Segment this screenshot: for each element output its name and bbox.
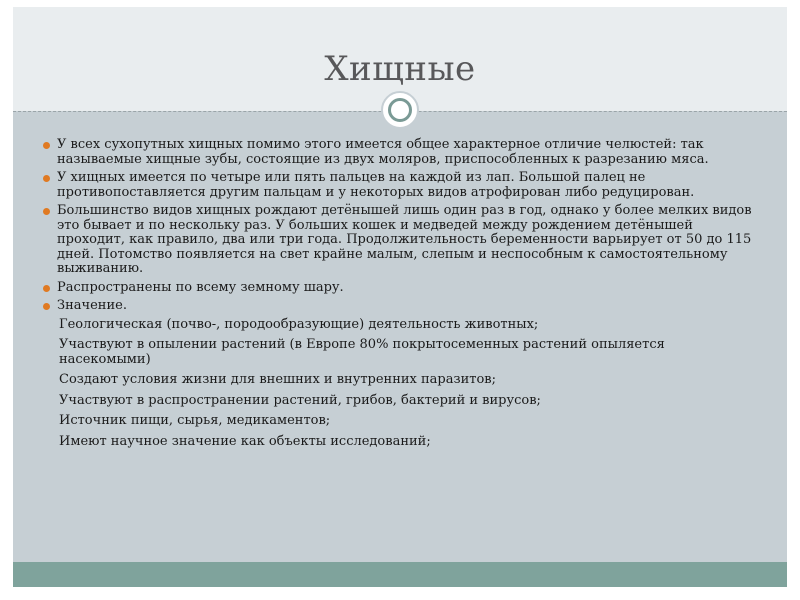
sub-item-geology: Геологическая (почво-, породообразующие) деятельность животных; xyxy=(59,316,539,332)
slide xyxy=(13,7,787,587)
sub-item-pollination: Участвуют в опылении растений (в Европе 80% покрытосеменных растений опыляется насекомыми) xyxy=(59,337,665,367)
footer-band xyxy=(13,562,787,587)
circle-ornament-icon xyxy=(381,91,419,129)
sub-item-science: Имеют научное значение как объекты исследований; xyxy=(59,433,431,449)
bullet-item-significance: Значение. xyxy=(57,299,757,314)
bullet-item-jaws: У всех сухопутных хищных помимо этого имеется общее характерное отличие челюстей: так называемые хищные зубы, состоящие из двух моляров, приспособленных к разрезанию мяса. xyxy=(57,138,757,167)
circle-ornament-inner xyxy=(388,98,412,122)
sub-item-spread: Участвуют в распространении растений, грибов, бактерий и вирусов; xyxy=(59,392,541,408)
bullet-item-distribution: Распространены по всему земному шару. xyxy=(57,281,757,296)
bullet-item-toes: У хищных имеется по четыре или пять пальцев на каждой из лап. Большой палец не противопоставляется другим пальцам и у некоторых видов атрофирован либо редуцирован. xyxy=(57,171,757,200)
sub-item-parasites: Создают условия жизни для внешних и внутренних паразитов; xyxy=(59,372,496,387)
slide-title: Хищные xyxy=(324,49,476,89)
sub-item-food-source: Источник пищи, сырья, медикаментов; xyxy=(59,413,331,428)
bullet-item-offspring: Большинство видов хищных рождают детёнышей лишь один раз в год, однако у более мелких видов это бывает и по нескольку раз. У больших кошек и медведей между рождением детёнышей проходит, как правило, два или три года. Продолжительность беременности варьирует от 50 до 115 дней. Потомство появляется на свет крайне малым, слепым и неспособным к самостоятельному выживанию. xyxy=(57,204,757,277)
slide-content xyxy=(57,138,757,455)
